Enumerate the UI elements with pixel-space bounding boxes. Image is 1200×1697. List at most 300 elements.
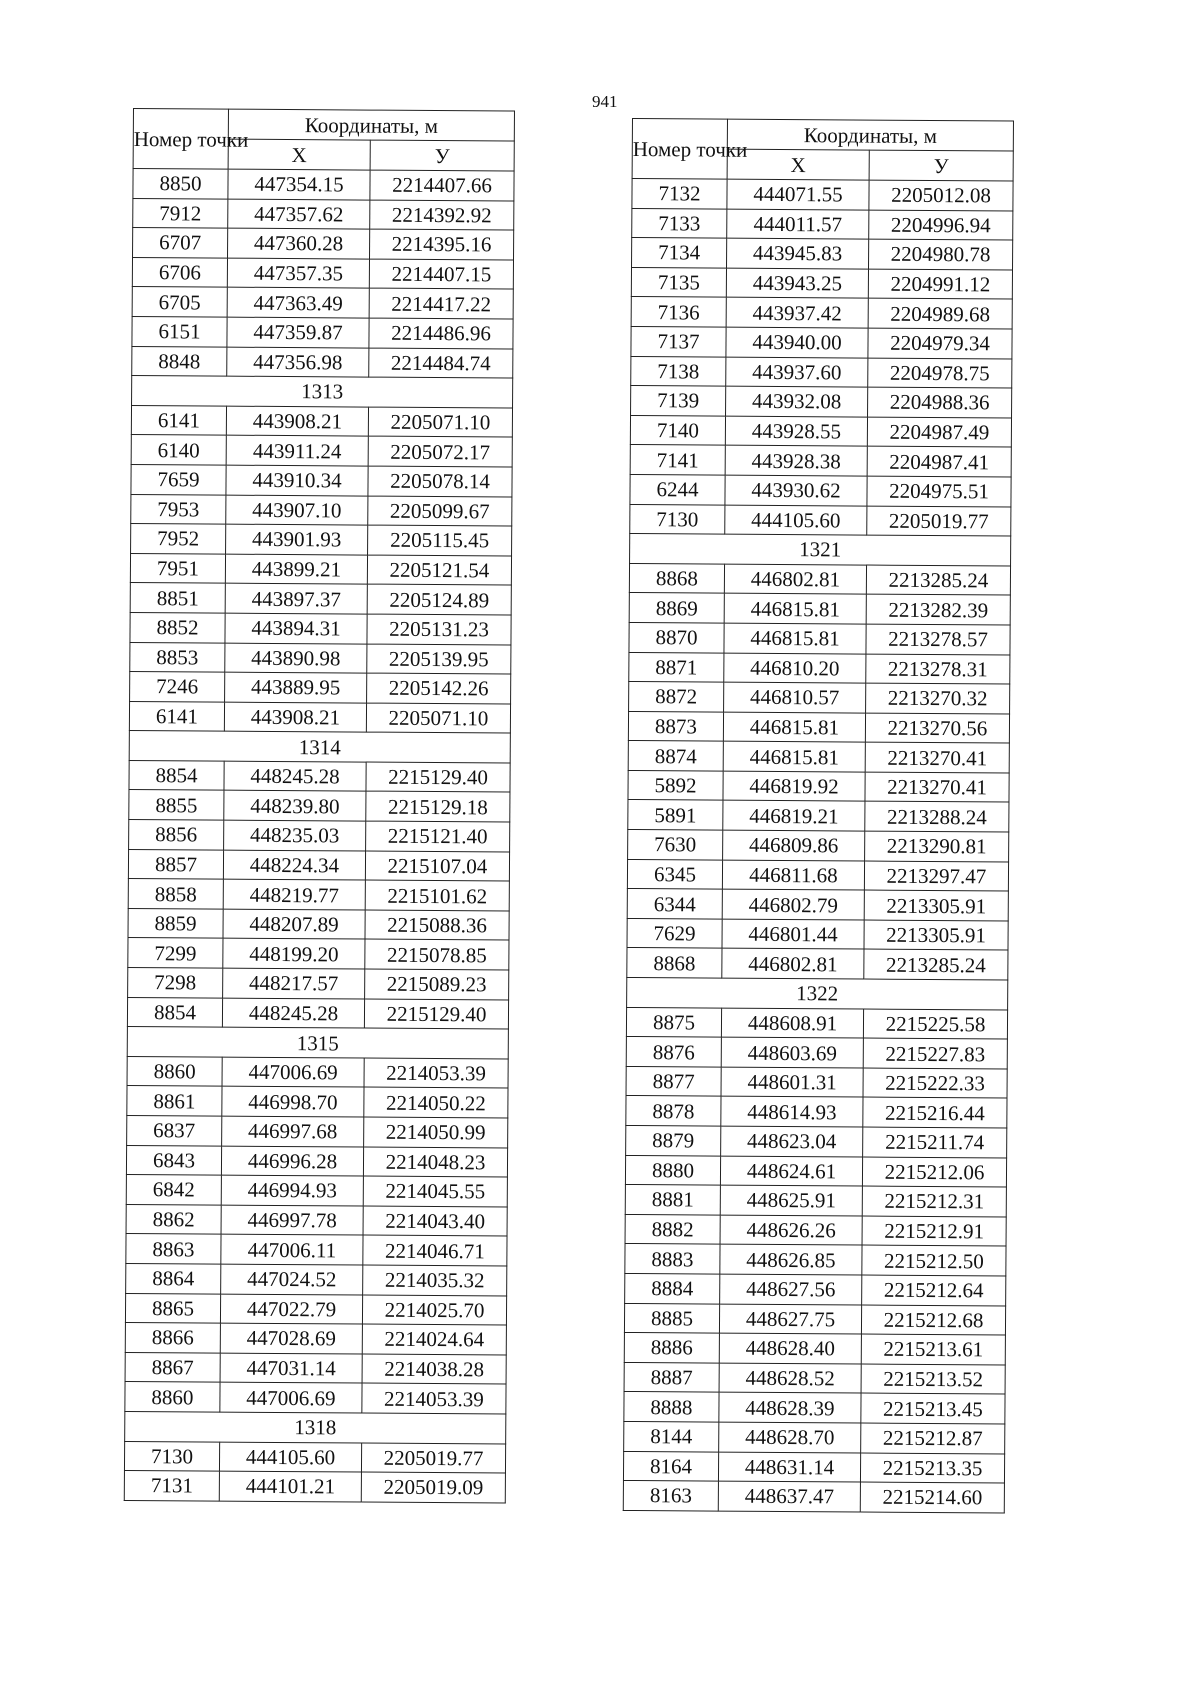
y-coordinate-cell: 2204991.12 <box>868 269 1012 300</box>
table-row <box>624 1362 1005 1394</box>
table-row <box>128 849 509 881</box>
point-number-cell: 7140 <box>630 415 725 445</box>
header-x: X <box>727 149 869 180</box>
table-row <box>627 859 1008 891</box>
y-coordinate-cell: 2213285.24 <box>866 565 1010 596</box>
x-coordinate-cell: 448631.14 <box>718 1452 860 1483</box>
x-coordinate-cell: 443928.55 <box>725 416 867 447</box>
y-coordinate-cell: 2214484.74 <box>369 348 513 379</box>
x-coordinate-cell: 448626.85 <box>720 1244 862 1275</box>
point-number-cell: 8886 <box>624 1333 719 1363</box>
x-coordinate-cell: 447360.28 <box>228 228 370 259</box>
x-coordinate-cell: 448614.93 <box>721 1097 863 1128</box>
point-number-cell: 7953 <box>131 494 226 524</box>
y-coordinate-cell: 2205019.09 <box>361 1472 505 1503</box>
table-row <box>624 1421 1005 1453</box>
point-number-cell: 6706 <box>132 257 227 287</box>
x-coordinate-cell: 443907.10 <box>226 495 368 526</box>
point-number-cell: 7298 <box>128 968 223 998</box>
point-number-cell: 8852 <box>130 612 225 642</box>
table-row <box>131 435 512 467</box>
point-number-cell: 6244 <box>630 474 725 504</box>
point-number-cell: 8872 <box>629 682 724 712</box>
point-number-cell: 7137 <box>631 326 726 356</box>
x-coordinate-cell: 443928.38 <box>725 445 867 476</box>
y-coordinate-cell: 2213270.32 <box>866 683 1010 714</box>
table-row <box>629 593 1010 625</box>
y-coordinate-cell: 2205139.95 <box>367 644 511 675</box>
point-number-cell: 6707 <box>133 228 228 258</box>
x-coordinate-cell: 448245.28 <box>222 998 364 1029</box>
x-coordinate-cell: 443945.83 <box>727 238 869 269</box>
table-body-left <box>124 169 514 1503</box>
point-number-cell: 8864 <box>126 1263 221 1293</box>
y-coordinate-cell: 2215101.62 <box>365 880 509 911</box>
y-coordinate-cell: 2204975.51 <box>867 476 1011 507</box>
point-number-cell: 7136 <box>631 297 726 327</box>
point-number-cell: 8861 <box>127 1086 222 1116</box>
point-number-cell: 7130 <box>630 504 725 534</box>
point-number-cell: 6344 <box>627 889 722 919</box>
section-label: 1313 <box>132 376 513 408</box>
y-coordinate-cell: 2215213.35 <box>860 1453 1004 1484</box>
x-coordinate-cell: 443932.08 <box>726 386 868 417</box>
table-row <box>624 1333 1005 1365</box>
point-number-cell: 8883 <box>625 1244 720 1274</box>
y-coordinate-cell: 2215212.31 <box>862 1186 1006 1217</box>
y-coordinate-cell: 2214038.28 <box>362 1354 506 1385</box>
y-coordinate-cell: 2204980.78 <box>869 239 1013 270</box>
x-coordinate-cell: 448207.89 <box>223 909 365 940</box>
header-point-number: Номер точки <box>133 109 228 170</box>
y-coordinate-cell: 2215212.64 <box>862 1275 1006 1306</box>
y-coordinate-cell: 2215088.36 <box>365 910 509 941</box>
table-row <box>130 553 511 585</box>
point-number-cell: 6842 <box>126 1175 221 1205</box>
point-number-cell: 8856 <box>129 820 224 850</box>
point-number-cell: 8860 <box>127 1056 222 1086</box>
table-row <box>126 1175 507 1207</box>
point-number-cell: 8866 <box>125 1323 220 1353</box>
x-coordinate-cell: 448628.39 <box>719 1392 861 1423</box>
table-row <box>632 208 1013 240</box>
table-row <box>128 938 509 970</box>
table-row <box>127 997 508 1029</box>
table-row <box>131 464 512 496</box>
table-row <box>130 612 511 644</box>
x-coordinate-cell: 446994.93 <box>221 1175 363 1206</box>
y-coordinate-cell: 2213305.91 <box>864 920 1008 951</box>
x-coordinate-cell: 446801.44 <box>722 919 864 950</box>
point-number-cell: 8860 <box>125 1382 220 1412</box>
point-number-cell: 6141 <box>131 405 226 435</box>
table-row <box>629 563 1010 595</box>
x-coordinate-cell: 446815.81 <box>723 741 865 772</box>
x-coordinate-cell: 446815.81 <box>724 623 866 654</box>
point-number-cell: 5891 <box>628 800 723 830</box>
y-coordinate-cell: 2214050.22 <box>364 1087 508 1118</box>
y-coordinate-cell: 2215129.40 <box>366 762 510 793</box>
x-coordinate-cell: 443937.42 <box>726 298 868 329</box>
y-coordinate-cell: 2205012.08 <box>869 180 1013 211</box>
table-row <box>133 228 514 260</box>
point-number-cell: 6705 <box>132 287 227 317</box>
point-number-cell: 8871 <box>629 652 724 682</box>
table-row <box>625 1244 1006 1276</box>
section-row <box>127 1027 508 1059</box>
y-coordinate-cell: 2205142.26 <box>367 673 511 704</box>
y-coordinate-cell: 2215212.87 <box>861 1423 1005 1454</box>
point-number-cell: 8859 <box>128 908 223 938</box>
section-row <box>627 978 1008 1010</box>
y-coordinate-cell: 2215078.85 <box>365 939 509 970</box>
table-row <box>632 238 1013 270</box>
point-number-cell: 8858 <box>128 879 223 909</box>
y-coordinate-cell: 2215212.06 <box>862 1157 1006 1188</box>
x-coordinate-cell: 447022.79 <box>220 1294 362 1325</box>
section-label: 1321 <box>630 534 1011 566</box>
x-coordinate-cell: 447006.69 <box>222 1057 364 1088</box>
table-row <box>131 524 512 556</box>
section-label: 1318 <box>125 1411 506 1443</box>
y-coordinate-cell: 2214024.64 <box>362 1324 506 1355</box>
y-coordinate-cell: 2205124.89 <box>367 584 511 615</box>
x-coordinate-cell: 447006.69 <box>220 1382 362 1413</box>
point-number-cell: 7135 <box>631 267 726 297</box>
table-row <box>132 257 513 289</box>
y-coordinate-cell: 2215129.40 <box>364 999 508 1030</box>
y-coordinate-cell: 2214045.55 <box>363 1176 507 1207</box>
x-coordinate-cell: 447028.69 <box>220 1323 362 1354</box>
table-row <box>629 622 1010 654</box>
point-number-cell: 8884 <box>625 1273 720 1303</box>
x-coordinate-cell: 448628.52 <box>719 1363 861 1394</box>
point-number-cell: 7134 <box>632 238 727 268</box>
x-coordinate-cell: 448199.20 <box>223 939 365 970</box>
y-coordinate-cell: 2214035.32 <box>363 1265 507 1296</box>
point-number-cell: 8887 <box>624 1362 719 1392</box>
table-row <box>624 1392 1005 1424</box>
y-coordinate-cell: 2215213.52 <box>861 1364 1005 1395</box>
y-coordinate-cell: 2205131.23 <box>367 614 511 645</box>
y-coordinate-cell: 2213270.41 <box>865 742 1009 773</box>
point-number-cell: 8881 <box>625 1185 720 1215</box>
point-number-cell: 6141 <box>129 701 224 731</box>
table-row <box>125 1293 506 1325</box>
table-row <box>626 1096 1007 1128</box>
table-row <box>127 1115 508 1147</box>
x-coordinate-cell: 443937.60 <box>726 357 868 388</box>
y-coordinate-cell: 2213285.24 <box>864 949 1008 980</box>
table-row <box>130 583 511 615</box>
point-number-cell: 8863 <box>126 1234 221 1264</box>
point-number-cell: 7299 <box>128 938 223 968</box>
y-coordinate-cell: 2204987.41 <box>867 446 1011 477</box>
x-coordinate-cell: 447357.62 <box>228 199 370 230</box>
point-number-cell: 8880 <box>625 1155 720 1185</box>
point-number-cell: 7952 <box>131 524 226 554</box>
table-row <box>627 918 1008 950</box>
coordinates-table-right <box>623 118 1014 1513</box>
point-number-cell: 8868 <box>627 948 722 978</box>
table-row <box>631 326 1012 358</box>
y-coordinate-cell: 2215212.91 <box>862 1216 1006 1247</box>
x-coordinate-cell: 448628.40 <box>719 1333 861 1364</box>
y-coordinate-cell: 2215216.44 <box>863 1097 1007 1128</box>
table-row <box>126 1234 507 1266</box>
table-row <box>125 1382 506 1414</box>
x-coordinate-cell: 448627.75 <box>719 1304 861 1335</box>
table-row <box>631 386 1012 418</box>
table-row <box>130 642 511 674</box>
point-number-cell: 7630 <box>628 830 723 860</box>
y-coordinate-cell: 2205019.77 <box>867 506 1011 537</box>
point-number-cell: 8874 <box>628 741 723 771</box>
table-row <box>625 1155 1006 1187</box>
header-y: У <box>869 150 1013 181</box>
header-y: У <box>370 140 514 171</box>
table-row <box>629 652 1010 684</box>
x-coordinate-cell: 443897.37 <box>225 583 367 614</box>
x-coordinate-cell: 447031.14 <box>220 1353 362 1384</box>
point-number-cell: 8879 <box>626 1125 721 1155</box>
point-number-cell: 8868 <box>629 563 724 593</box>
x-coordinate-cell: 443910.34 <box>226 465 368 496</box>
section-label: 1315 <box>127 1027 508 1059</box>
point-number-cell: 8869 <box>629 593 724 623</box>
y-coordinate-cell: 2215222.33 <box>863 1068 1007 1099</box>
table-row <box>628 711 1009 743</box>
point-number-cell: 8865 <box>125 1293 220 1323</box>
y-coordinate-cell: 2214407.15 <box>369 259 513 290</box>
table-row <box>631 267 1012 299</box>
x-coordinate-cell: 444105.60 <box>219 1442 361 1473</box>
table-row <box>128 908 509 940</box>
y-coordinate-cell: 2215213.61 <box>861 1334 1005 1365</box>
header-x: X <box>228 139 370 170</box>
x-coordinate-cell: 447357.35 <box>227 258 369 289</box>
table-row <box>127 1086 508 1118</box>
y-coordinate-cell: 2205121.54 <box>367 555 511 586</box>
y-coordinate-cell: 2205115.45 <box>368 525 512 556</box>
point-number-cell: 8851 <box>130 583 225 613</box>
y-coordinate-cell: 2215213.45 <box>861 1393 1005 1424</box>
table-row <box>132 316 513 348</box>
y-coordinate-cell: 2213270.41 <box>865 772 1009 803</box>
table-row <box>124 1471 505 1503</box>
point-number-cell: 8857 <box>128 849 223 879</box>
y-coordinate-cell: 2204989.68 <box>868 298 1012 329</box>
table-row <box>126 1263 507 1295</box>
point-number-cell: 8848 <box>132 346 227 376</box>
x-coordinate-cell: 448217.57 <box>223 968 365 999</box>
table-row <box>129 790 510 822</box>
point-number-cell: 8876 <box>626 1037 721 1067</box>
table-row <box>131 405 512 437</box>
x-coordinate-cell: 443943.25 <box>726 268 868 299</box>
table-row <box>628 800 1009 832</box>
point-number-cell: 6843 <box>126 1145 221 1175</box>
x-coordinate-cell: 446815.81 <box>724 593 866 624</box>
table-body-right <box>623 179 1013 1513</box>
point-number-cell: 8875 <box>626 1007 721 1037</box>
point-number-cell: 7951 <box>130 553 225 583</box>
table-row <box>626 1037 1007 1069</box>
x-coordinate-cell: 448245.28 <box>224 761 366 792</box>
y-coordinate-cell: 2205072.17 <box>368 436 512 467</box>
x-coordinate-cell: 446810.20 <box>724 653 866 684</box>
y-coordinate-cell: 2215214.60 <box>860 1482 1004 1513</box>
x-coordinate-cell: 446802.81 <box>722 949 864 980</box>
y-coordinate-cell: 2213297.47 <box>864 861 1008 892</box>
point-number-cell: 7912 <box>133 198 228 228</box>
table-row <box>631 297 1012 329</box>
y-coordinate-cell: 2204979.34 <box>868 328 1012 359</box>
point-number-cell: 8163 <box>623 1481 718 1511</box>
x-coordinate-cell: 446819.21 <box>723 801 865 832</box>
point-number-cell: 7130 <box>124 1441 219 1471</box>
y-coordinate-cell: 2205071.10 <box>366 703 510 734</box>
point-number-cell: 8854 <box>129 760 224 790</box>
table-row <box>626 1066 1007 1098</box>
point-number-cell: 6345 <box>627 859 722 889</box>
y-coordinate-cell: 2214025.70 <box>362 1295 506 1326</box>
table-row <box>629 682 1010 714</box>
y-coordinate-cell: 2213282.39 <box>866 594 1010 625</box>
y-coordinate-cell: 2213290.81 <box>865 831 1009 862</box>
table-row <box>624 1303 1005 1335</box>
y-coordinate-cell: 2204987.49 <box>867 417 1011 448</box>
table-row <box>125 1352 506 1384</box>
point-number-cell: 8854 <box>127 997 222 1027</box>
y-coordinate-cell: 2215225.58 <box>863 1009 1007 1040</box>
point-number-cell: 6140 <box>131 435 226 465</box>
y-coordinate-cell: 2213305.91 <box>864 890 1008 921</box>
x-coordinate-cell: 447356.98 <box>227 347 369 378</box>
header-coordinates: Координаты, м <box>228 109 514 141</box>
x-coordinate-cell: 443899.21 <box>225 554 367 585</box>
table-row <box>632 179 1013 211</box>
y-coordinate-cell: 2214392.92 <box>370 200 514 231</box>
x-coordinate-cell: 448239.80 <box>224 791 366 822</box>
x-coordinate-cell: 446815.81 <box>723 712 865 743</box>
y-coordinate-cell: 2204988.36 <box>868 387 1012 418</box>
x-coordinate-cell: 444101.21 <box>219 1471 361 1502</box>
point-number-cell: 7138 <box>631 356 726 386</box>
x-coordinate-cell: 443890.98 <box>225 643 367 674</box>
table-row <box>631 356 1012 388</box>
table-row <box>625 1214 1006 1246</box>
x-coordinate-cell: 448603.69 <box>721 1037 863 1068</box>
y-coordinate-cell: 2205099.67 <box>368 496 512 527</box>
y-coordinate-cell: 2214048.23 <box>363 1147 507 1178</box>
point-number-cell: 7131 <box>124 1471 219 1501</box>
point-number-cell: 8144 <box>624 1421 719 1451</box>
point-number-cell: 7141 <box>630 445 725 475</box>
x-coordinate-cell: 446997.68 <box>222 1116 364 1147</box>
x-coordinate-cell: 447363.49 <box>227 288 369 319</box>
table-row <box>628 770 1009 802</box>
x-coordinate-cell: 447006.11 <box>221 1234 363 1265</box>
section-label: 1314 <box>129 731 510 763</box>
table-row <box>628 741 1009 773</box>
section-row <box>125 1411 506 1443</box>
x-coordinate-cell: 443940.00 <box>726 327 868 358</box>
coordinates-table-left <box>124 108 515 1503</box>
x-coordinate-cell: 446996.28 <box>221 1146 363 1177</box>
table-row <box>623 1451 1004 1483</box>
point-number-cell: 8878 <box>626 1096 721 1126</box>
y-coordinate-cell: 2205078.14 <box>368 466 512 497</box>
table-row <box>133 169 514 201</box>
point-number-cell: 5892 <box>628 770 723 800</box>
x-coordinate-cell: 447354.15 <box>228 169 370 200</box>
y-coordinate-cell: 2215107.04 <box>365 851 509 882</box>
table-row <box>126 1204 507 1236</box>
table-row <box>129 820 510 852</box>
x-coordinate-cell: 448637.47 <box>718 1481 860 1512</box>
table-row <box>126 1145 507 1177</box>
table-row <box>127 1056 508 1088</box>
y-coordinate-cell: 2213270.56 <box>865 713 1009 744</box>
section-row <box>129 731 510 763</box>
point-number-cell: 8888 <box>624 1392 719 1422</box>
point-number-cell: 6837 <box>127 1115 222 1145</box>
point-number-cell: 7246 <box>130 672 225 702</box>
y-coordinate-cell: 2215212.68 <box>861 1305 1005 1336</box>
point-number-cell: 8850 <box>133 169 228 199</box>
x-coordinate-cell: 448235.03 <box>224 820 366 851</box>
point-number-cell: 8873 <box>628 711 723 741</box>
x-coordinate-cell: 443930.62 <box>725 475 867 506</box>
table-row <box>625 1273 1006 1305</box>
table-row <box>129 701 510 733</box>
section-label: 1322 <box>627 978 1008 1010</box>
x-coordinate-cell: 446811.68 <box>722 860 864 891</box>
x-coordinate-cell: 447024.52 <box>221 1264 363 1295</box>
table-row <box>630 445 1011 477</box>
x-coordinate-cell: 446997.78 <box>221 1205 363 1236</box>
x-coordinate-cell: 446802.81 <box>724 564 866 595</box>
y-coordinate-cell: 2215089.23 <box>365 969 509 1000</box>
table-row <box>133 198 514 230</box>
table-row <box>630 504 1011 536</box>
point-number-cell: 8855 <box>129 790 224 820</box>
x-coordinate-cell: 443901.93 <box>226 524 368 555</box>
point-number-cell: 8885 <box>624 1303 719 1333</box>
y-coordinate-cell: 2214046.71 <box>363 1235 507 1266</box>
x-coordinate-cell: 444071.55 <box>727 179 869 210</box>
y-coordinate-cell: 2214053.39 <box>362 1383 506 1414</box>
table-row <box>627 889 1008 921</box>
point-number-cell: 7132 <box>632 179 727 209</box>
point-number-cell: 6151 <box>132 316 227 346</box>
table-row <box>129 760 510 792</box>
y-coordinate-cell: 2204996.94 <box>869 210 1013 241</box>
header-point-number: Номер точки <box>632 119 727 180</box>
x-coordinate-cell: 443908.21 <box>226 406 368 437</box>
y-coordinate-cell: 2215129.18 <box>366 792 510 823</box>
table-row <box>125 1323 506 1355</box>
point-number-cell: 8853 <box>130 642 225 672</box>
x-coordinate-cell: 443889.95 <box>225 672 367 703</box>
y-coordinate-cell: 2214407.66 <box>370 170 514 201</box>
point-number-cell: 8877 <box>626 1066 721 1096</box>
x-coordinate-cell: 448625.91 <box>720 1185 862 1216</box>
y-coordinate-cell: 2213278.57 <box>866 624 1010 655</box>
x-coordinate-cell: 443911.24 <box>226 435 368 466</box>
x-coordinate-cell: 446810.57 <box>724 682 866 713</box>
